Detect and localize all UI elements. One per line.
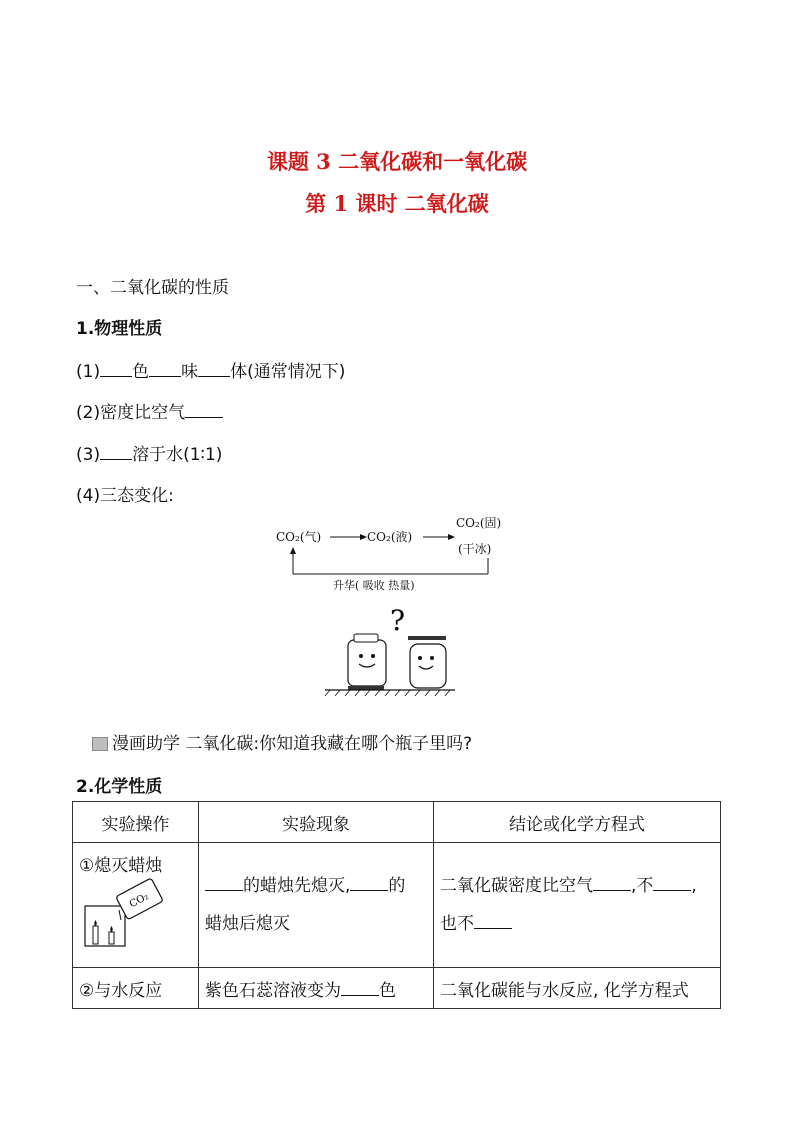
- table-header-row: [73, 802, 721, 843]
- question-mark: ?: [390, 604, 406, 637]
- lesson-subtitle: 第 1 课时 二氧化碳: [305, 191, 489, 216]
- header-phenomenon: 实验现象: [199, 802, 434, 843]
- physical-item-2: (2)密度比空气: [76, 398, 223, 423]
- section1-heading: 一、二氧化碳的性质: [76, 278, 229, 298]
- blank[interactable]: [149, 362, 181, 377]
- table-row: [73, 968, 721, 1009]
- row1-conclusion: 二氧化碳密度比空气 ,不 , 也不: [434, 843, 721, 968]
- physical-item-3: (3) 溶于水(1∶1): [76, 445, 223, 465]
- bottle-left: [348, 634, 386, 690]
- header-operation: 实验操作: [73, 802, 199, 843]
- co2-liquid-label: CO₂(液): [367, 530, 413, 544]
- blank[interactable]: [198, 362, 230, 377]
- state-change-diagram: [268, 510, 538, 592]
- blank[interactable]: [100, 445, 132, 460]
- blank[interactable]: [100, 362, 132, 377]
- beaker-label: CO₂: [127, 891, 151, 911]
- cartoon-bottles: [320, 600, 460, 700]
- co2-solid-label: CO₂(固): [456, 516, 502, 530]
- blank[interactable]: [474, 914, 512, 929]
- blank[interactable]: [593, 876, 631, 891]
- row1-phenomenon: 的蜡烛先熄灭, 的 蜡烛后熄灭: [199, 843, 434, 968]
- sublimation-label: 升华( 吸收 热量): [333, 579, 415, 592]
- dry-ice-label: (干冰): [458, 542, 492, 556]
- blank[interactable]: [350, 876, 388, 891]
- header-conclusion: 结论或化学方程式: [434, 802, 721, 843]
- row2-operation: ②与水反应: [73, 968, 199, 1009]
- row1-operation: ①熄灭蜡烛 CO₂: [73, 843, 199, 968]
- table-row: [73, 843, 721, 968]
- co2-gas-label: CO₂(气): [276, 530, 322, 544]
- row2-phenomenon: 紫色石蕊溶液变为 色: [199, 968, 434, 1009]
- lesson-title: 课题 3 二氧化碳和一氧化碳: [266, 149, 528, 174]
- chemical-properties-table: [72, 801, 721, 1009]
- blank[interactable]: [185, 403, 223, 418]
- bottle-right: [408, 636, 446, 688]
- blank[interactable]: [205, 876, 243, 891]
- blank[interactable]: [653, 876, 691, 891]
- physical-item-1: (1) 色 味 体(通常情况下): [76, 362, 346, 382]
- candle-beaker-icon: [79, 876, 169, 948]
- cartoon-note-icon: [92, 737, 108, 751]
- row2-conclusion: 二氧化碳能与水反应, 化学方程式: [434, 968, 721, 1009]
- physical-item-4: (4)三态变化:: [76, 486, 174, 506]
- physical-heading: 1.物理性质: [76, 319, 163, 339]
- cartoon-caption: 漫画助学 二氧化碳:你知道我藏在哪个瓶子里吗?: [92, 729, 472, 754]
- blank[interactable]: [341, 981, 379, 996]
- chemical-heading: 2.化学性质: [76, 777, 163, 797]
